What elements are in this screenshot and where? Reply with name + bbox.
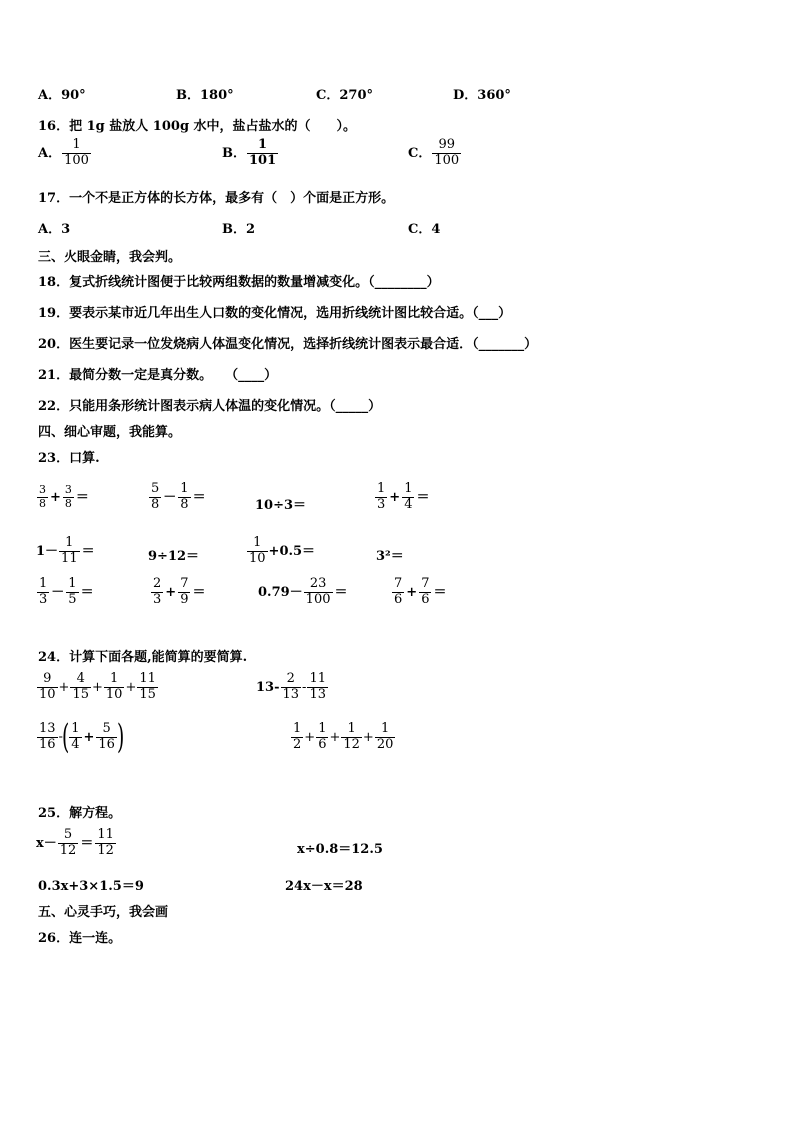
q18: 18．复式折线统计图便于比较两组数据的数量增减变化。（________） [38, 275, 440, 290]
q16-option-c [408, 138, 462, 169]
q19: 19．要表示某市近几年出生人口数的变化情况，选用折线统计图比较合适。（___） [38, 306, 512, 321]
fraction: $\frac{1}{101}$ [249, 137, 277, 168]
q23-stem: 23．口算. [38, 451, 100, 466]
q24-expr-3: $\frac{13}{16}$ -( $\frac{1}{4}$ + $\frac{5}{16}$ ) [39, 717, 125, 757]
q16-option-b [222, 138, 279, 169]
answer-blank[interactable]: ____ [238, 368, 265, 383]
q23-expr-5: 1－ $\frac{1}{11}$ ＝ [36, 535, 95, 566]
q25-stem: 25．解方程。 [38, 806, 122, 821]
answer-blank[interactable]: ________ [374, 275, 427, 290]
section-4-heading: 四、细心审题，我能算。 [38, 425, 182, 440]
q24-expr-1: $\frac{9}{10}$ + $\frac{4}{15}$ + $\frac{1}{10}$ + $\frac{11}{15}$ [39, 671, 156, 702]
q22: 22．只能用条形统计图表示病人体温的变化情况。（_____） [38, 399, 382, 414]
option-label: B． [222, 145, 246, 161]
q23-expr-10: $\frac{2}{3}$ + $\frac{7}{9}$ ＝ [153, 576, 206, 607]
q21: 21．最简分数一定是真分数。 （____） [38, 368, 278, 383]
answer-blank[interactable]: _______ [478, 337, 525, 352]
q15-option-a: A．90° [38, 88, 86, 103]
q16-stem: 16．把 1g 盐放人 100g 水中，盐占盐水的（ ）。 [38, 119, 357, 134]
q25-equation-1: x－ $\frac{5}{12}$ ＝ $\frac{11}{12}$ [36, 827, 114, 858]
q24-stem: 24．计算下面各题,能简算的要简算. [38, 650, 248, 665]
answer-blank[interactable]: ___ [478, 306, 499, 321]
q23-expr-1: $\frac{3}{8}$ + $\frac{3}{8}$ ＝ [39, 483, 89, 510]
q15-option-c: C．270° [316, 88, 373, 103]
q25-equation-2: x÷0.8＝12.5 [297, 842, 383, 857]
q23-expr-7: $\frac{1}{10}$ +0.5＝ [249, 535, 316, 566]
q23-expr-11: 0.79－ $\frac{23}{100}$ ＝ [258, 576, 348, 607]
q25-equation-3: 0.3x+3×1.5＝9 [38, 879, 144, 894]
q24-expr-4: $\frac{1}{2}$ + $\frac{1}{6}$ + $\frac{1}{12}$ + $\frac{1}{20}$ [293, 721, 394, 752]
q16-option-a [38, 138, 92, 169]
q26-stem: 26．连一连。 [38, 931, 122, 946]
q25-equation-4: 24x－x＝28 [285, 879, 363, 894]
option-label: A． [38, 145, 62, 161]
q24-expr-2: 13- $\frac{2}{13}$ - $\frac{11}{13}$ [256, 671, 326, 702]
fraction: $\frac{99}{100}$ [434, 137, 460, 168]
q23-expr-6: 9÷12＝ [148, 549, 200, 564]
q17-option-b: B．2 [222, 222, 256, 237]
q23-expr-4: $\frac{1}{3}$ + $\frac{1}{4}$ ＝ [377, 481, 430, 512]
q23-expr-12: $\frac{7}{6}$ + $\frac{7}{6}$ ＝ [394, 576, 447, 607]
q17-option-a: A．3 [38, 222, 71, 237]
option-label: C． [408, 145, 432, 161]
q23-expr-3: 10÷3＝ [255, 498, 307, 513]
q17-stem: 17．一个不是正方体的长方体，最多有（ ）个面是正方形。 [38, 191, 395, 206]
q15-option-b: B．180° [176, 88, 234, 103]
section-3-heading: 三、火眼金睛，我会判。 [38, 250, 182, 265]
fraction: $\frac{1}{100}$ [64, 137, 89, 168]
q23-expr-9: $\frac{1}{3}$ － $\frac{1}{5}$ ＝ [39, 576, 94, 607]
q23-expr-2: $\frac{5}{8}$ － $\frac{1}{8}$ ＝ [151, 481, 206, 512]
q23-expr-8: 3²＝ [376, 549, 404, 564]
answer-blank[interactable]: _____ [335, 399, 369, 414]
q15-option-d: D．360° [453, 88, 511, 103]
q20: 20．医生要记录一位发烧病人体温变化情况，选择折线统计图表示最合适．（_______） [38, 337, 538, 352]
section-5-heading: 五、心灵手巧，我会画 [38, 905, 169, 920]
q17-option-c: C．4 [408, 222, 441, 237]
